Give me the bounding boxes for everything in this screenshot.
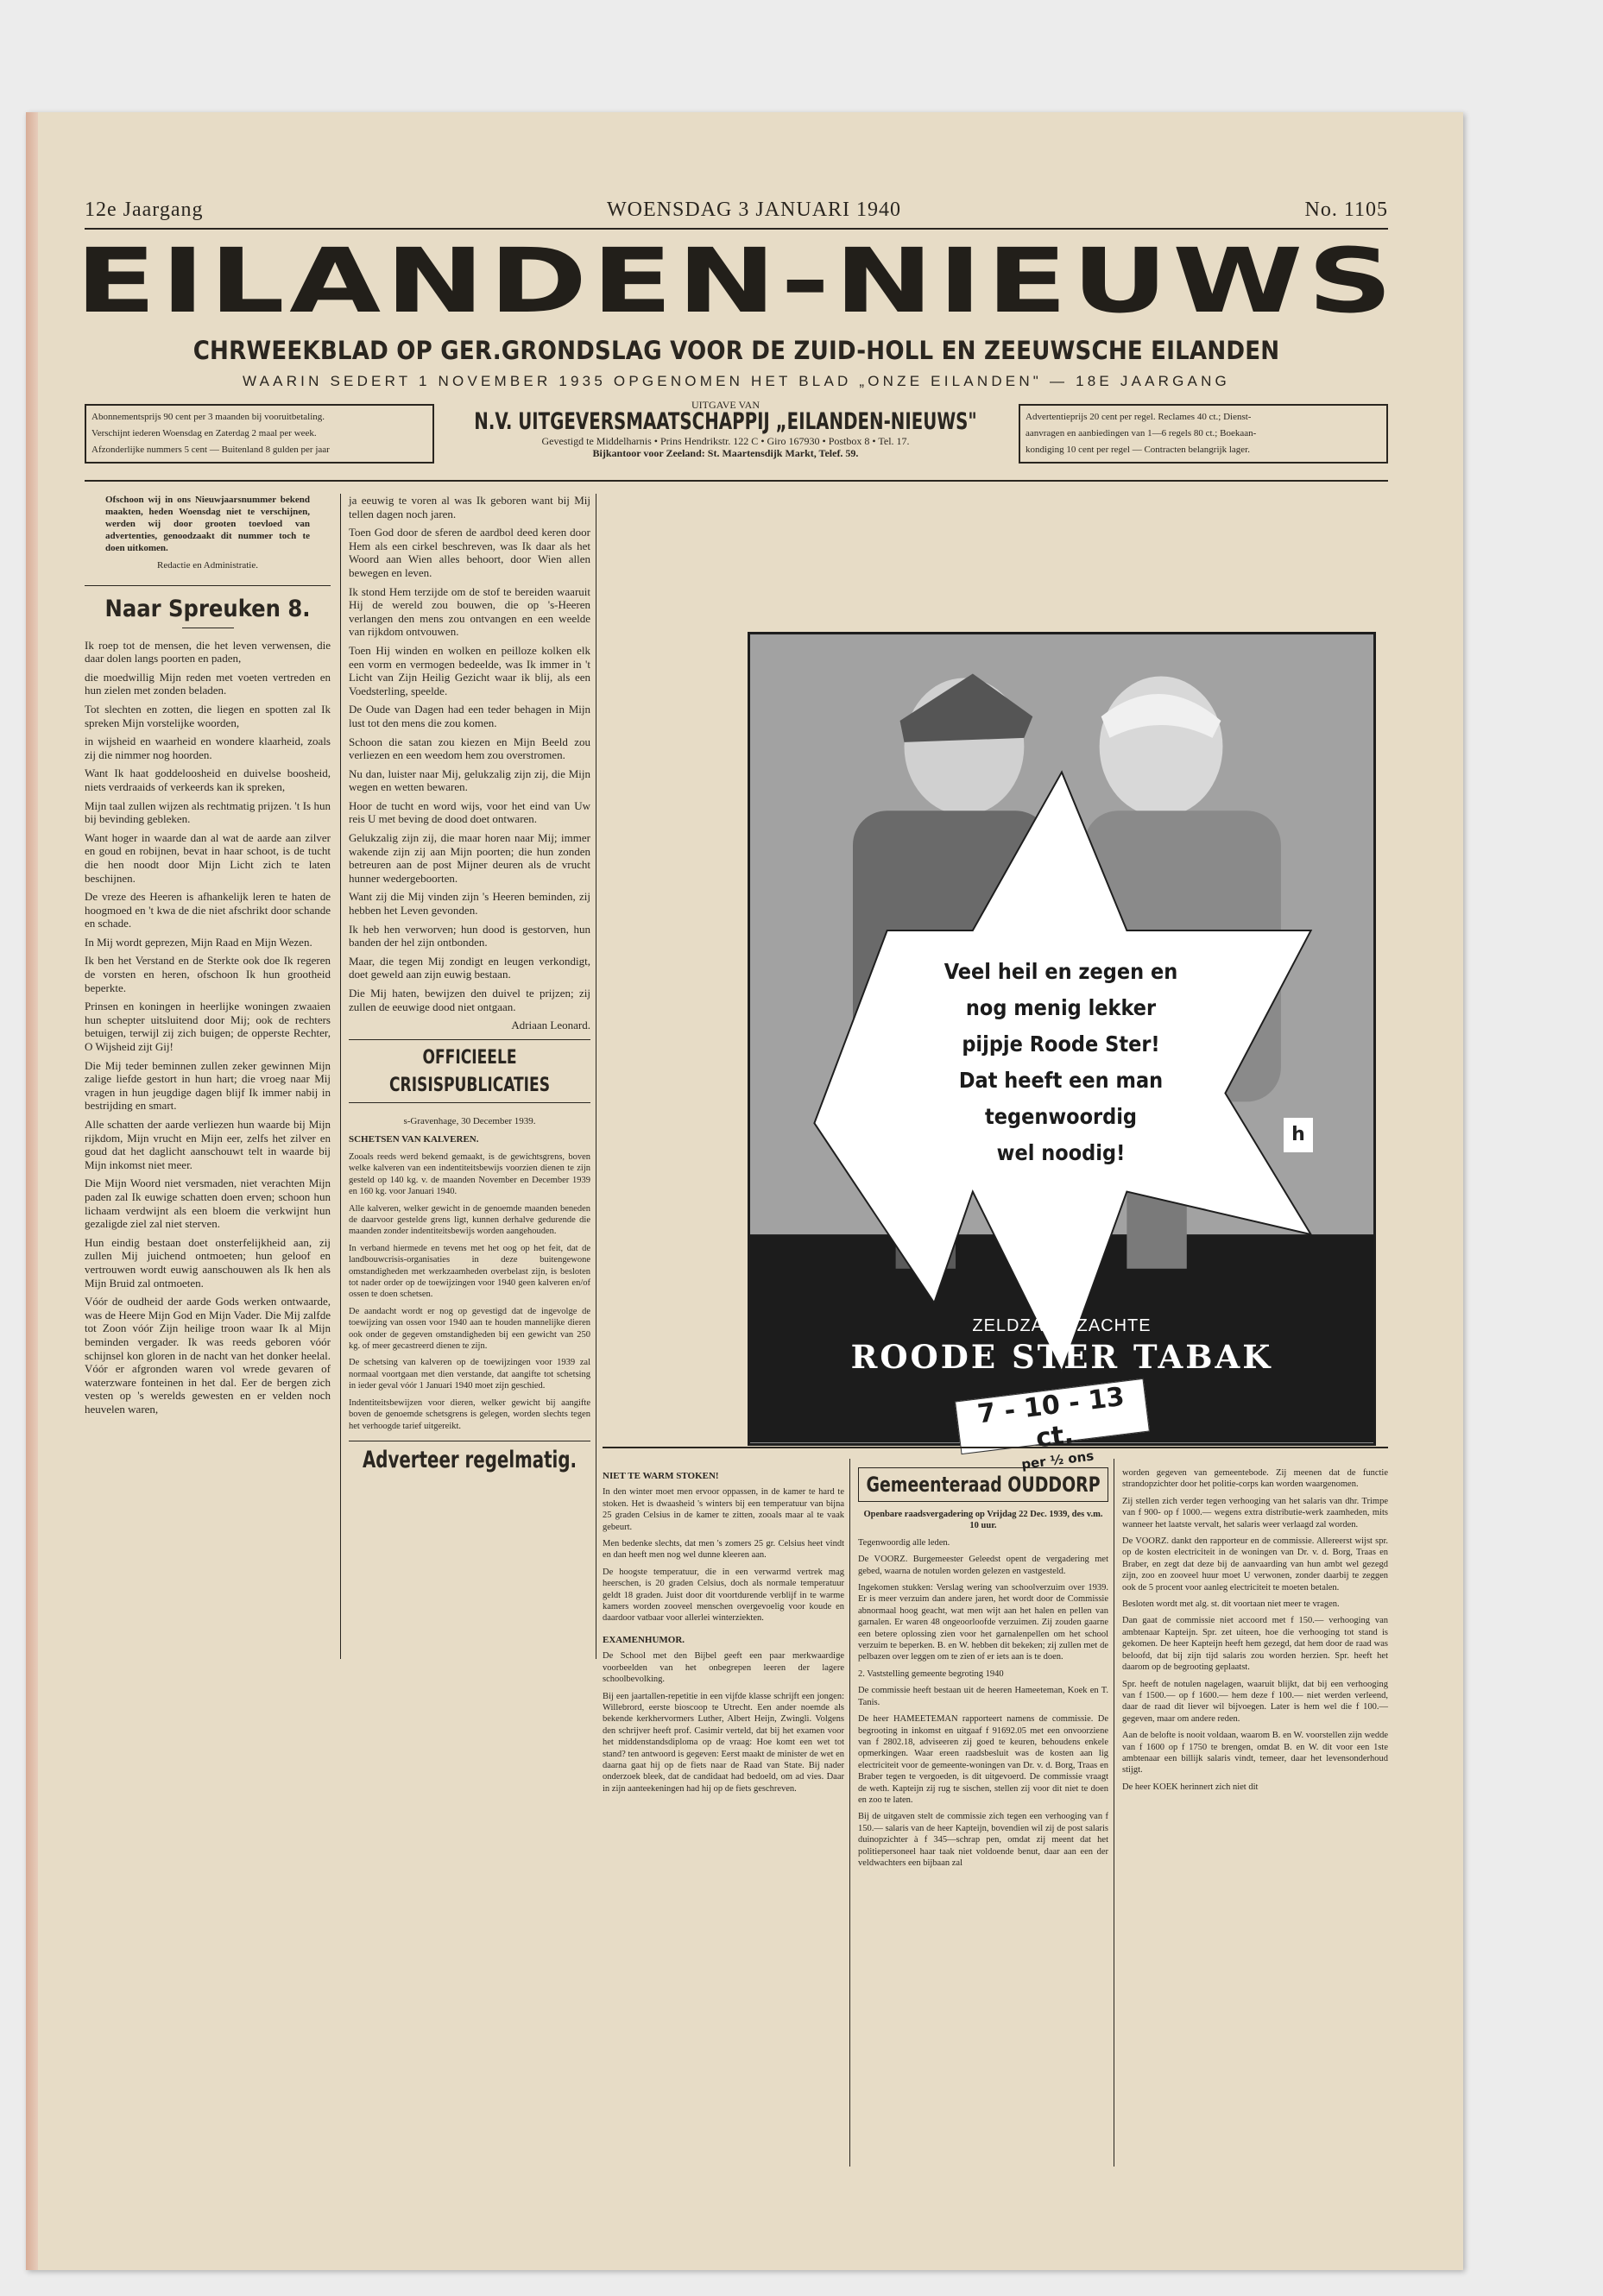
official-paragraph: Zooals reeds werd bekend gemaakt, is de gewichtsgrens, boven welke kalveren van een indentiteitsbewijs voorzien dienen te zijn gesteld op 140 kg. v. de maanden November en December 1939 en 160 kg. voor Januari 1940.: [349, 1151, 590, 1197]
poem-stanza: Ik heb hen verworven; hun dood is gestorven, hun banden der hel zijn ontbonden.: [349, 922, 590, 949]
volume-label: 12e Jaargang: [85, 199, 204, 221]
ad-slogan-line: Dat heeft een man: [958, 1068, 1164, 1093]
poem-stanza: Die Mij haten, bewijzen den duivel te prijzen; zij zullen de eeuwige dood niet ontgaan.: [349, 987, 590, 1013]
publisher-address: Gevestigd te Middelharnis • Prins Hendrikstr. 122 C • Giro 167930 • Postbox 8 • Tel. 17.: [541, 435, 910, 447]
ad-slogan-line: pijpje Roode Ster!: [962, 1031, 1160, 1057]
column-1: [85, 494, 331, 1421]
masthead-title: EILANDEN-NIEUWS: [75, 230, 1398, 333]
subscription-line: Abonnementsprijs 90 cent per 3 maanden bij vooruitbetaling.: [92, 412, 325, 422]
poem-stanza: De vreze des Heeren is afhankelijk leren te haten de hoogmoed en 't kwa de die niet afschrikt door schande en schade.: [85, 890, 331, 930]
article-paragraph: De hoogste temperatuur, die in een verwarmd vertrek mag heerschen, is 20 graden Celsius, doch als normale temperatuur geldt 18 graden. Juist door dit voortdurende verblijf in te warme kamers worden zooveel menschen overgevoelig voor koude en daardoor vatbaar voor allerlei winterziekten.: [603, 1567, 844, 1624]
poem-stanza: De Oude van Dagen had een teder behagen in Mijn lust tot den mens die zou komen.: [349, 703, 590, 729]
council-continued-body: [1122, 1467, 1388, 1793]
ad-slogan-line: Veel heil en zegen en: [943, 959, 1178, 984]
council-title: Gemeenteraad OUDDORP: [866, 1473, 1101, 1497]
header-rule: [85, 480, 1388, 482]
council-paragraph: Zij stellen zich verder tegen verhooging van het salaris van dhr. Trimpe van f 900- op f 1000.— wegens extra distributie-werk zaamheden, mits wanneer het laatste vervalt, het salaris weer verlaagd zal worden.: [1122, 1496, 1388, 1530]
masthead-subtitle-2: WAARIN SEDERT 1 NOVEMBER 1935 OPGENOMEN HET BLAD „ONZE EILANDEN" — 18E JAARGANG: [243, 373, 1230, 389]
official-title: OFFICIEELE CRISISPUBLICATIES: [388, 1046, 551, 1096]
ad-slogan-line: wel noodig!: [996, 1140, 1126, 1165]
council-subtitle: Openbare raadsvergadering op Vrijdag 22 Dec. 1939, des v.m. 10 uur.: [863, 1510, 1103, 1531]
poem-stanza: Tot slechten en zotten, die liegen en spotten zal Ik spreken Mijn vorstelijke woorden,: [85, 702, 331, 729]
torn-edge: [26, 112, 38, 2270]
poem-stanza: Hoor de tucht en word wijs, voor het eind van Uw reis U met beving de dood doet ontwaren.: [349, 798, 590, 826]
official-dateline: s-Gravenhage, 30 December 1939.: [403, 1115, 536, 1126]
poem-stanza: Die Mij teder beminnen zullen zeker gewinnen Mijn zalige liefde gestort in hun hart; die vroeg naar Mij vragen in hun jeugdige dagen blijf Ik immer nabij in bestrijding en smart.: [85, 1058, 331, 1113]
council-paragraph: Besloten wordt met alg. st. dit voortaan niet meer te vragen.: [1122, 1599, 1340, 1610]
council-paragraph: De VOORZ. dankt den rapporteur en de commissie. Allereerst wijst spr. op de kosten electriciteit in de woningen van Dr. v. d. Borg, Traas en Braber, en zegt dat deze bij de aanvaarding van hun ambt wel gezegd zijn, zoo en zooveel huur moet U verwonen, zonder daarbij te zeggen ook de 5 procent voor aanleg electriciteit te moeten betalen.: [1122, 1536, 1388, 1593]
ad-maker-logo: h: [1284, 1118, 1313, 1152]
article-2-title: EXAMENHUMOR.: [603, 1634, 685, 1645]
poem-stanza: Ik ben het Verstand en de Sterkte ook doe Ik regeren de vorsten en heren, ofschoon Ik hun grootheid beperkte.: [85, 954, 331, 994]
advertise-slogan: Adverteer regelmatig.: [362, 1448, 577, 1474]
poem-stanza: die moedwillig Mijn reden met voeten vertreden en hun zielen met zonden beladen.: [85, 670, 331, 697]
article-1-title: NIET TE WARM STOKEN!: [603, 1471, 719, 1481]
poem-stanza: Ik stond Hem terzijde om de stof te bereiden waaruit Hij de wereld zou bouwen, die op 's-Heeren verlangen den mens zou ontvangen en een weelde van rijkdom ontvouwen.: [349, 584, 590, 639]
article-paragraph: De School met den Bijbel geeft een paar merkwaardige voorbeelden van het onbegrepen leeren der lagere schoolbevolking.: [603, 1651, 844, 1685]
poem-stanza: Gelukzalig zijn zij, die maar horen naar Mij; immer wakende zijn zij aan Mijn poorten; die hun zonden betreuren aan de post Mijner deuren als de vrucht hunner wedergeboorten.: [349, 831, 590, 885]
ad-slogan: [914, 954, 1208, 1171]
subscription-box: [85, 404, 434, 464]
council-paragraph: Aan de belofte is nooit voldaan, waarom B. en W. voorstellen zijn wedde van f 1600 op f 1750 te brengen, omdat B. en W. dit voor een 1ste ambtenaar een billijk salaris vindt, temeer, daar het levensonderhoud stijgt.: [1122, 1731, 1388, 1776]
council-paragraph: De heer HAMEETEMAN rapporteert namens de commissie. De begrooting in inkomst en uitgaaf f 91692.05 met een onvoorziene van f 2802.18, adviseeren zij goed te keuren, behoudens enkele opmerkingen. Waar ereen raadsbesluit was de kosten aan lig electriciteit voor de gemeente-woningen van Dr. v. d. Borg, Traas en Braber tegen te vergoeden, is dit uitgevoerd. De commissie vraagt de weth. Kapteijn zij rug te sischen, stellen zij voor dit niet te doen en zoo te laten.: [858, 1714, 1108, 1805]
poem-title: Naar Spreuken 8.: [104, 595, 311, 622]
poem-column-1: [85, 639, 331, 1416]
official-paragraph: Indentiteitsbewijzen voor dieren, welker gewicht bij aangifte boven de genoemde schetsgrens is gelegen, worden slechts tegen het verhoogde tarief uitgereikt.: [349, 1397, 590, 1431]
advertising-box: [1019, 404, 1388, 464]
ad-brand: ROODE STER TABAK: [850, 1338, 1273, 1376]
tobacco-advertisement: [748, 632, 1376, 1473]
ad-price-unit: per ½ ons: [1020, 1448, 1095, 1473]
official-paragraph: Alle kalveren, welker gewicht in de genoemde maanden beneden de daarvoor gestelde grens ligt, kunnen derhalve gedurende die maanden zonder indentiteitsbewijs worden aangehouden.: [349, 1203, 590, 1237]
official-subtitle: SCHETSEN VAN KALVEREN.: [349, 1134, 479, 1145]
publisher-block: [443, 399, 1008, 459]
column-separator: [849, 1459, 850, 2167]
notice-text: Ofschoon wij in ons Nieuwjaarsnummer bekend maakten, heden Woensdag niet te verschijnen, werden wij door grooten toevloed van advertenties, genoodzaakt dit nummer toch te doen uitkomen.: [105, 495, 310, 553]
poem-stanza: Schoon die satan zou kiezen en Mijn Beeld zou verliezen en een weedom hem zou overstromen.: [349, 735, 590, 762]
article-paragraph: Men bedenke slechts, dat men 's zomers 25 gr. Celsius heet vindt en dan heeft men nog wel dunne kleeren aan.: [603, 1539, 844, 1561]
publisher-pre: UITGAVE VAN: [691, 399, 760, 411]
column-5: [1122, 1467, 1388, 1798]
ad-slogan-line: nog menig lekker: [965, 995, 1157, 1020]
poem-stanza: Want hoger in waarde dan al wat de aarde aan zilver en goud en robijnen, bevat in haar schoot, is de tucht die hen noodt door Mijn Licht zich te laten beschijnen.: [85, 830, 331, 885]
poem-stanza: Maar, die tegen Mij zondigt en leugen verkondigt, doet geweld aan zijn euwig bestaan.: [349, 954, 590, 981]
article-1-body: [603, 1486, 844, 1624]
council-title-box: [858, 1467, 1108, 1502]
poem-stanza: Alle schatten der aarde verliezen hun waarde bij Mijn rijkdom, Mijn vrucht en Mijn eer, zelfs het zilver en goud dat het daglicht aanschouwt telt in waarde bij Mijn inkomst niet meer.: [85, 1118, 331, 1171]
official-body: [349, 1151, 590, 1432]
poem-stanza: Want Ik haat goddeloosheid en duivelse boosheid, niets verdraaids of verkeerds kan ik spreken,: [85, 766, 331, 793]
ad-tagline: ZELDZAAM ZACHTE: [972, 1316, 1152, 1335]
poem-stanza: In Mij wordt geprezen, Mijn Raad en Mijn Wezen.: [85, 935, 312, 949]
poem-stanza: Prinsen en koningen in heerlijke woningen zwaaien hun schepter uitsluitend door Mij; ook de rechters betuigen, terwijl zij zich buigen; de opperste Rechter, O Wijsheid zijt Gij!: [85, 1000, 331, 1054]
publisher-name: N.V. UITGEVERSMAATSCHAPPIJ „EILANDEN-NIEUWS": [474, 409, 977, 436]
publisher-branch: Bijkantoor voor Zeeland: St. Maartensdijk Markt, Telef. 59.: [592, 447, 859, 459]
council-paragraph: Tegenwoordig alle leden.: [858, 1537, 950, 1548]
article-2-body: [603, 1650, 844, 1795]
council-paragraph: Dan gaat de commissie niet accoord met f 150.— verhooging van ambtenaar Kapteijn. Spr. zet uiteen, hoe die verhooging tot stand is gekomen. De heer Kapteijn heeft hem gezegd, dat hem door de raad was beloofd, dat bij zijn tijd salaris zou worden herzien. Spr. heeft het daarom op de begrooting geplaatst.: [1122, 1616, 1388, 1673]
subscription-line: Afzonderlijke nummers 5 cent — Buitenland 8 gulden per jaar: [92, 445, 330, 455]
poem-stanza: in wijsheid en waarheid en wondere klaarheid, zoals zij die nimmer nog hoorden.: [85, 735, 331, 761]
poem-stanza: Ik roep tot de mensen, die het leven verwensen, die daar dolen langs poorten en paden,: [85, 638, 331, 665]
official-paragraph: De schetsing van kalveren op de toewijzingen voor 1939 zal normaal voortgaan met dien verstande, dat aangifte tot schetsing in ieder geval vóór 1 Januari 1940 moet zijn geschied.: [349, 1358, 590, 1391]
poem-stanza: Vóór de oudheid der aarde Gods werken ontwaarde, was de Heere Mijn God en Mijn Vader. Die Mij zalfde tot Zoon vóór Zijn heilige troon waar Ik al Mijn beminden vergader. Ik was reeds geboren vóór schijnsel kon gloren in de nacht van het donker heelal. Vóór er afgronden waren vol wrede gevaren of waterzware fonteinen in het dal. Eer de bergen zich vesten op 's werelds gewesten en er velden noch heuvelen waren,: [85, 1295, 331, 1416]
subscription-line: Verschijnt iederen Woensdag en Zaterdag 2 maal per week.: [92, 428, 317, 438]
ad-price: 7 - 10 - 13 ct.: [975, 1381, 1127, 1454]
article-paragraph: In den winter moet men ervoor oppassen, in de kamer te hard te stoken. Het is dwaasheid 's winters bij een temperatuur van bijna 25 graden Celsius in de kamer te zitten, zooals maar al te vaak gebeurt.: [603, 1487, 844, 1532]
council-paragraph: Spr. heeft de notulen nagelagen, waaruit blijkt, dat bij een verhooging van f 1500.— op f 1600.— hem deze f 100.— niet werden verleend, daar de raad dit liever wil bijvoegen. Later is hem wel die f 100.— gegeven, maar om andere reden.: [1122, 1679, 1388, 1724]
ad-slogan-line: tegenwoordig: [984, 1104, 1138, 1129]
advertising-line: Advertentieprijs 20 cent per regel. Reclames 40 ct.; Dienst-: [1026, 412, 1252, 422]
poem-stanza: Want zij die Mij vinden zijn 's Heeren beminden, zij hebben het Leven gevonden.: [349, 890, 590, 918]
ad-bottom-rule: [603, 1447, 1388, 1448]
poem-stanza: Die Mijn Woord niet versmaden, niet verachten Mijn paden zal Ik euwige schatten doen erven; schoon hun lichaam verdwijnt als een bloem die verkwijnt hun gezaligde ziel zal niet sterven.: [85, 1176, 331, 1231]
council-paragraph: worden gegeven van gemeentebode. Zij meenen dat de functie strandopzichter door het politie-corps kan worden waargenomen.: [1122, 1468, 1388, 1490]
official-paragraph: In verband hiermede en tevens met het oog op het feit, dat de landbouwcrisis-organisaties in deze buitengewone omstandigheden met werkzaamheden overbelast zijn, is besloten tot nader order op de toewijzingen voor 1940 geen kalveren en/of ossen te doen schetsen.: [349, 1243, 590, 1300]
council-paragraph: Ingekomen stukken: Verslag wering van schoolverzuim over 1939. Er is meer verzuim dan andere jaren, het wordt door de Commissie abnormaal hoog geacht, wat men wijt aan het halen en pellen van garnalen. Er waren 48 ongeoorloofde verzuimen. Zij zouden gaarne een betere oplossing zien voor het garnalenpellen om het school verzuim te beperken. B. en W. hebben dit bekeken; zij zullen met de pelbazen over leggen om te zien of er iets aan is te doen.: [858, 1583, 1108, 1662]
poem-stanza: ja eeuwig te voren al was Ik geboren want bij Mij tellen dagen noch jaren.: [349, 494, 590, 520]
issue-date: WOENSDAG 3 JANUARI 1940: [607, 199, 902, 221]
poem-column-2: [349, 494, 590, 1013]
column-4: [858, 1467, 1108, 1874]
column-2: [349, 494, 590, 1474]
column-3: [603, 1467, 844, 1800]
official-paragraph: De aandacht wordt er nog op gevestigd dat de ingevolge de toewijzing van ossen voor 1940 aan te houden mannelijke dieren ook onder de gegeven omstandigheden bij een gewicht van 250 kg. of meer gecastreerd dienen te zijn.: [349, 1306, 590, 1352]
issue-number: No. 1105: [1304, 199, 1388, 221]
column-separator: [340, 494, 341, 1659]
council-paragraph: 2. Vaststelling gemeente begroting 1940: [858, 1668, 1004, 1679]
advertising-line: kondiging 10 cent per regel — Contracten belangrijk lager.: [1026, 445, 1250, 455]
advertising-line: aanvragen en aanbiedingen van 1—6 regels 80 ct.; Boekaan-: [1026, 428, 1257, 438]
poem-stanza: Mijn taal zullen wijzen als rechtmatig prijzen. 't Is hun bij bevinding gebleken.: [85, 798, 331, 826]
council-paragraph: Bij de uitgaven stelt de commissie zich tegen een verhooging van f 150.— salaris van de heer Kapteijn, bovendien wil zij de post salaris duinopzichter à f 345—schrap pen, omdat zij meent dat het politiepersoneel haar taak niet voldoende benut, daar aan een der veldwachters een bijbaan zal: [858, 1812, 1108, 1868]
masthead-subtitle: CHRWEEKBLAD OP GER.GRONDSLAG VOOR DE ZUID-HOLL EN ZEEUWSCHE EILANDEN: [192, 336, 1280, 365]
poem-stanza: Toen Hij winden en wolken en peilloze kolken elk een vorm en vermogen bedeelde, was Ik immer in 't Licht van Zijn Heilig Gezicht waar ik blij, als een Voedsterling, speelde.: [349, 643, 590, 697]
poem-author: Adriaan Leonard.: [511, 1019, 590, 1032]
council-body: [858, 1537, 1108, 1870]
poem-stanza: Toen God door de sferen de aardbol deed keren door Hem als een cirkel beschreven, was Ik daar als het Woord aan Wien alles behoort, door Wien allen bewegen en leven.: [349, 526, 590, 579]
council-paragraph: De commissie heeft bestaan uit de heeren Hameeteman, Koek en T. Tanis.: [858, 1686, 1108, 1707]
notice-signature: Redactie en Administratie.: [157, 560, 258, 571]
council-paragraph: De heer KOEK herinnert zich niet dit: [1122, 1782, 1259, 1792]
newspaper-sheet: [26, 112, 1463, 2270]
newspaper-page: [75, 181, 1398, 2167]
poem-stanza: Nu dan, luister naar Mij, gelukzalig zijn zij, die Mijn wegen en wetten bewaren.: [349, 766, 590, 794]
dateline-bar: [85, 199, 1388, 222]
article-paragraph: Bij een jaartallen-repetitie in een vijfde klasse schrijft een jongen: Willebrord, eerste bioscoop te Utrecht. Een ander noemde als bekende kerkhervormers Luther, Albert Heijn, Zwingli. Volgens den schrijver heeft prof. Casimir verteld, dat bij het examen voor het middenstandsdiploma op de vraag: Hoe komt een wet tot stand? ten antwoord is gegeven: Eerst maakt de minister de wet en daarna gaat hij op de fiets naar de Raad van State. Bij nader onderzoek bleek, dat de candidaat had bedoeld, om ad vies. Daar in zijn aanteekeningen had hij op de fiets geschreven.: [603, 1691, 844, 1794]
council-paragraph: De VOORZ. Burgemeester Geleedst opent de vergadering met gebed, waarna de notulen worden gelezen en vastgesteld.: [858, 1555, 1108, 1576]
poem-stanza: Hun eindig bestaan doet onsterfelijkheid aan, zij zullen Mij juichend ontmoeten; hun geloof en vertrouwen wordt euwig aanschouwen als Ik hen als Mijn Bruid zal ontmoeten.: [85, 1235, 331, 1290]
